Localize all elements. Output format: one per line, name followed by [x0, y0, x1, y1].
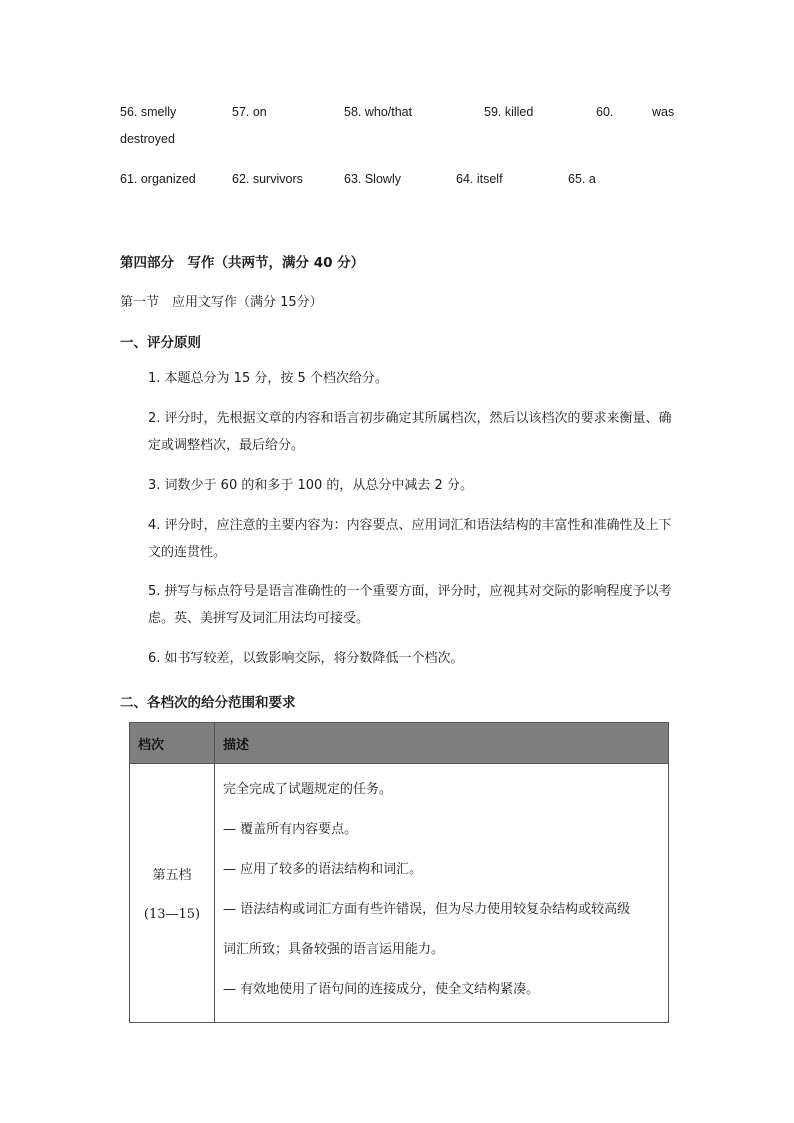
- desc-line-6: — 有效地使用了语句间的连接成分，使全文结构紧凑。: [223, 982, 540, 997]
- scoring-heading: 一、评分原则: [120, 335, 201, 351]
- answer-58: 58. who/that: [344, 105, 413, 119]
- answer-62: 62. survivors: [232, 172, 303, 186]
- rule-4-text: 4. 评分时，应注意的主要内容为：内容要点、应用词汇和语法结构的丰富性和准确性及上下文的连贯性。: [148, 518, 672, 560]
- levels-heading: 二、各档次的给分范围和要求: [120, 695, 296, 711]
- answer-key: [120, 105, 675, 186]
- desc-line-3: — 应用了较多的语法结构和词汇。: [223, 862, 423, 877]
- answer-60-continuation: destroyed: [120, 132, 175, 146]
- desc-line-2: — 覆盖所有内容要点。: [223, 822, 358, 837]
- answer-60-word: was: [652, 105, 675, 119]
- desc-line-4: — 语法结构或词汇方面有些许错误，但为尽力使用较复杂结构或较高级: [223, 902, 631, 917]
- rule-1: [120, 365, 676, 392]
- answer-61: 61. organized: [120, 172, 196, 186]
- rule-1-text: 1. 本题总分为 15 分，按 5 个档次给分。: [148, 371, 388, 386]
- rule-3: [120, 472, 676, 499]
- answer-row-2: [120, 172, 674, 190]
- answer-63: 63. Slowly: [344, 172, 401, 186]
- desc-line-5: 词汇所致；具备较强的语言运用能力。: [223, 942, 445, 957]
- rule-2-text: 2. 评分时，先根据文章的内容和语言初步确定其所属档次，然后以该档次的要求来衡量、确定或调整档次，最后给分。: [148, 411, 672, 453]
- part4-title: 第四部分 写作（共两节，满分 40 分）: [120, 255, 365, 271]
- section1-title: 第一节 应用文写作（满分 15分）: [120, 295, 323, 310]
- description-cell: [215, 764, 669, 1023]
- level-name: 第五档: [152, 868, 192, 883]
- table-row: [130, 764, 669, 1023]
- answer-65: 65. a: [568, 172, 596, 186]
- answer-56: 56. smelly: [120, 105, 177, 119]
- rule-5: [120, 578, 676, 632]
- answer-60-number: 60.: [596, 105, 614, 119]
- desc-line-1: 完全完成了试题规定的任务。: [223, 782, 393, 797]
- answer-59: 59. killed: [484, 105, 534, 119]
- levels-table: [129, 722, 669, 1023]
- answer-57: 57. on: [232, 105, 267, 119]
- level-range: (13—15): [143, 907, 201, 922]
- answer-64: 64. itself: [456, 172, 503, 186]
- table-header-row: [130, 723, 669, 764]
- rule-3-text: 3. 词数少于 60 的和多于 100 的，从总分中减去 2 分。: [148, 478, 473, 493]
- rule-6: [120, 645, 676, 672]
- rule-2: [120, 405, 676, 459]
- header-description: 描述: [215, 723, 669, 764]
- rule-6-text: 6. 如书写较差，以致影响交际，将分数降低一个档次。: [148, 651, 464, 666]
- header-level: 档次: [130, 723, 215, 764]
- level-cell: [130, 764, 215, 1023]
- rule-5-text: 5. 拼写与标点符号是语言准确性的一个重要方面，评分时，应视其对交际的影响程度予以考虑。英、美拼写及词汇用法均可接受。: [148, 584, 672, 626]
- rule-4: [120, 512, 676, 566]
- answer-row-1: [120, 105, 674, 123]
